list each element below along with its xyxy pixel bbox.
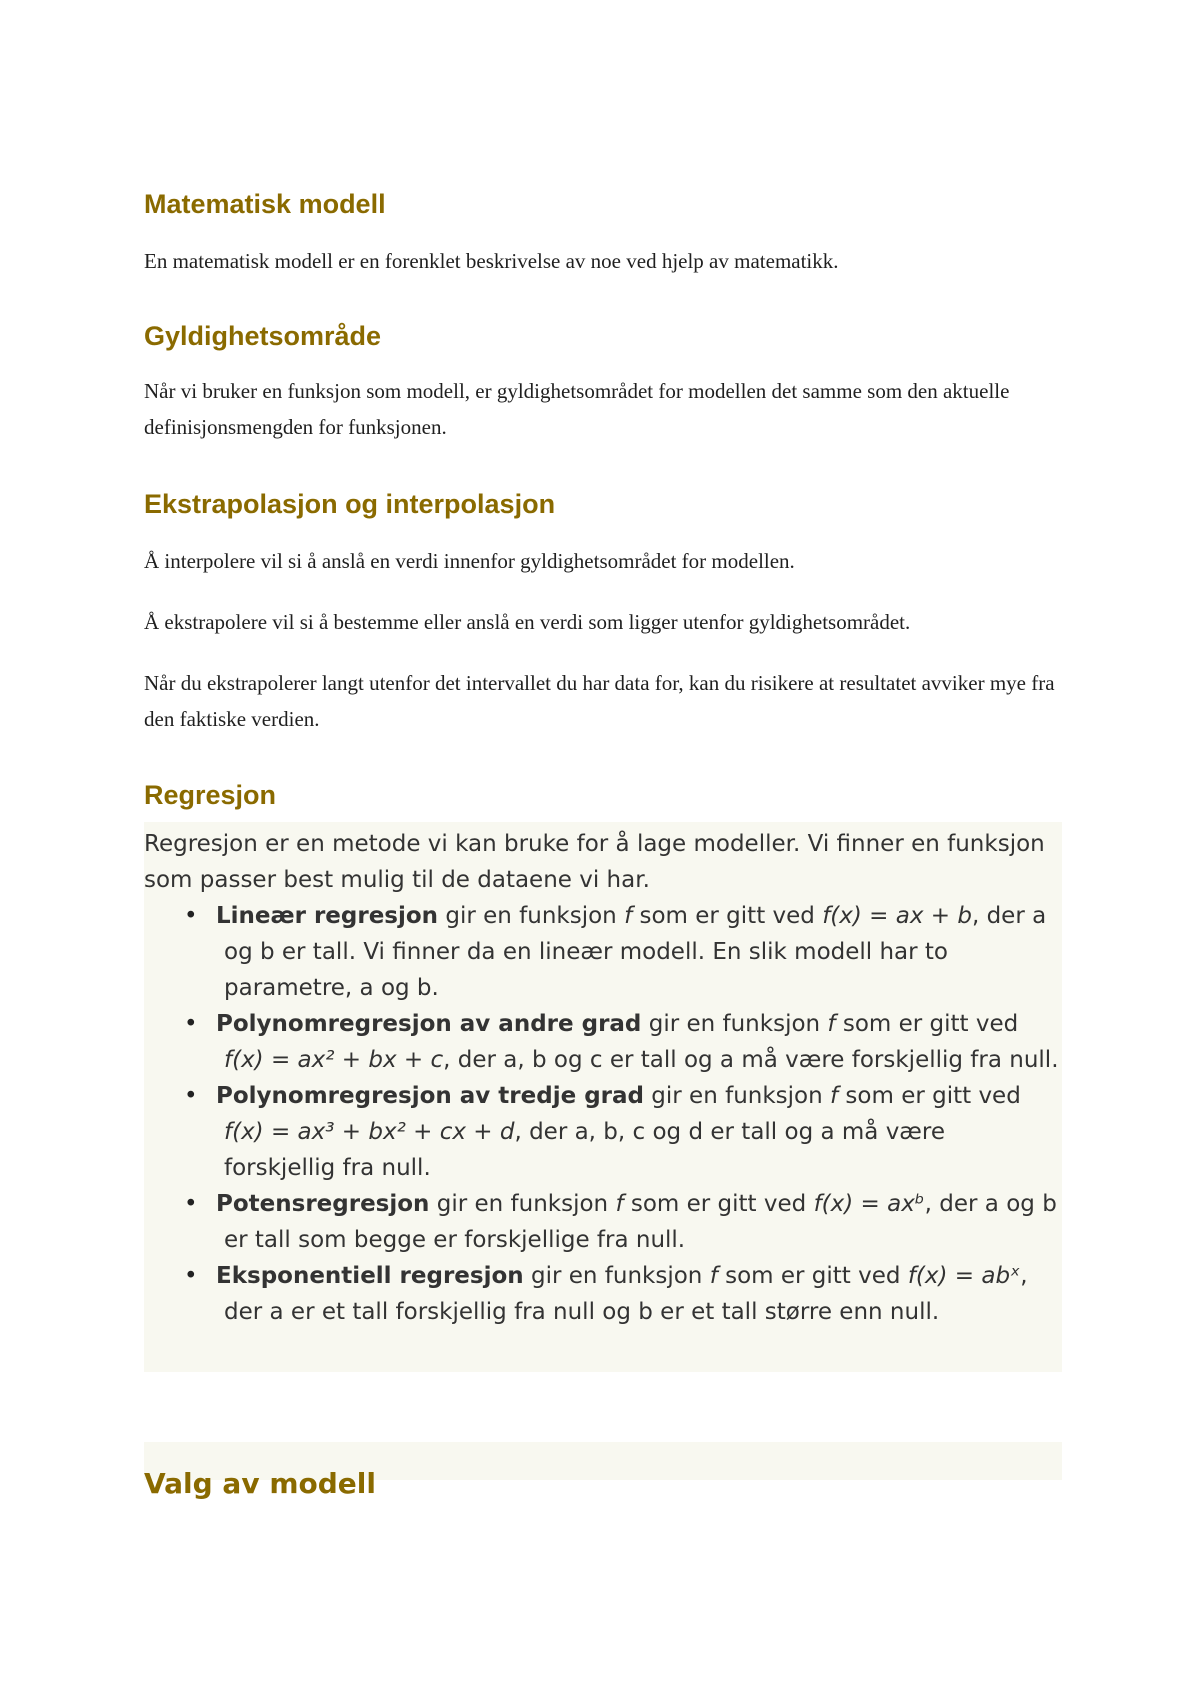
paragraph-risiko: Når du ekstrapolerer langt utenfor det intervallet du har data for, kan du risikere at resultatet avviker mye fra den faktiske verdien. [144, 671, 1055, 731]
formula-lineaer: f(x) = ax + b [822, 903, 972, 929]
heading-ekstrapolasjon: Ekstrapolasjon og interpolasjon [144, 489, 556, 519]
paragraph-ekstrapolere: Å ekstrapolere vil si å bestemme eller anslå en verdi som ligger utenfor gyldighetsområdet. [144, 610, 911, 634]
heading-gyldighetsomrade: Gyldighetsområde [144, 321, 382, 351]
heading-regresjon: Regresjon [144, 780, 277, 810]
list-item-eksponentiell: • Eksponentiell regresjon gir en funksjon f som er gitt ved f(x) = abˣ, der a er et tall forskjellig fra null og b er et tall større enn null. [144, 1258, 1062, 1330]
regresjon-intro: Regresjon er en metode vi kan bruke for å lage modeller. Vi finner en funksjon som passer best mulig til de dataene vi har. [144, 831, 1045, 893]
regresjon-content [144, 826, 1062, 1330]
formula-andre-grad: f(x) = ax² + bx + c [224, 1047, 444, 1073]
list-item-potens: • Potensregresjon gir en funksjon f som er gitt ved f(x) = axᵇ, der a og b er tall som begge er forskjellige fra null. [144, 1186, 1062, 1258]
paragraph-gyldighetsomrade: Når vi bruker en funksjon som modell, er gyldighetsområdet for modellen det samme som den aktuelle definisjonsmengden for funksjonen. [144, 379, 1010, 439]
paragraph-interpolere: Å interpolere vil si å anslå en verdi innenfor gyldighetsområdet for modellen. [144, 549, 795, 573]
list-item-tredje-grad: • Polynomregresjon av tredje grad gir en funksjon f som er gitt ved f(x) = ax³ + bx² + cx + d, der a, b, c og d er tall og a må være forskjellig fra null. [144, 1078, 1062, 1186]
formula-eksponentiell: f(x) = abˣ [907, 1263, 1021, 1289]
regresjon-list [144, 898, 1062, 1330]
formula-potens: f(x) = axᵇ [813, 1191, 925, 1217]
list-item-lineaer: • Lineær regresjon gir en funksjon f som er gitt ved f(x) = ax + b, der a og b er tall. Vi finner da en lineær modell. En slik modell har to parametre, a og b. [144, 898, 1062, 1006]
formula-tredje-grad: f(x) = ax³ + bx² + cx + d [224, 1119, 515, 1145]
heading-valg-av-modell: Valg av modell [144, 1467, 376, 1501]
list-item-andre-grad: • Polynomregresjon av andre grad gir en funksjon f som er gitt ved f(x) = ax² + bx + c, der a, b og c er tall og a må være forskjellig fra null. [144, 1006, 1062, 1078]
heading-matematisk-modell: Matematisk modell [144, 189, 386, 219]
paragraph-matematisk-modell: En matematisk modell er en forenklet beskrivelse av noe ved hjelp av matematikk. [144, 249, 839, 273]
